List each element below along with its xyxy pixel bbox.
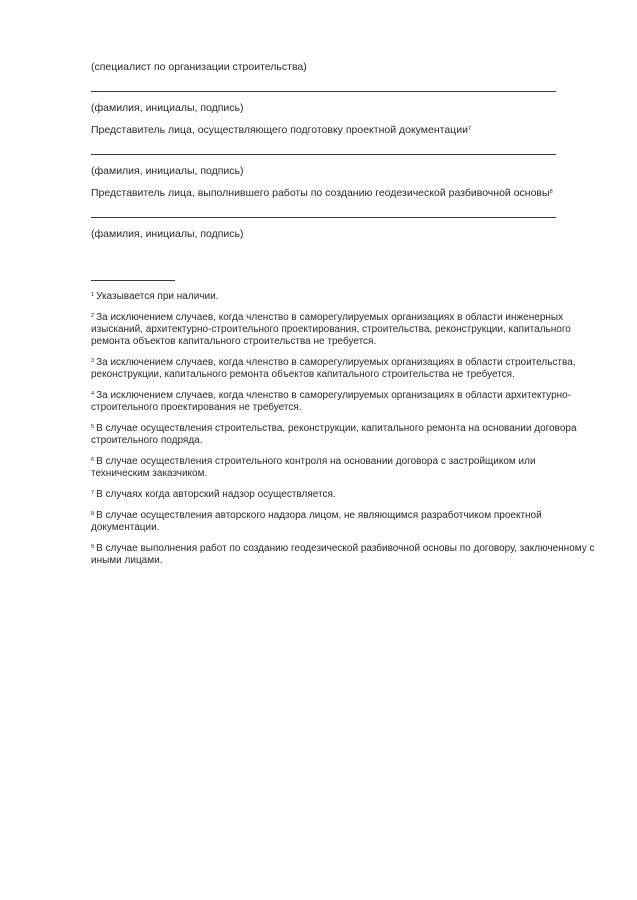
signature-line-3: [91, 217, 556, 218]
footnote-ref-8: 8: [549, 189, 553, 195]
footnote-item: [91, 390, 596, 414]
footnote-text: В случае осуществления строительного контроля на основании договора с застройщиком или техническим заказчиком.: [91, 456, 536, 479]
footnote-text: В случаях когда авторский надзор осуществляется.: [96, 489, 336, 500]
footnote-number: 3: [91, 358, 95, 364]
footnote-number: 7: [91, 490, 95, 496]
footnote-text: За исключением случаев, когда членство в саморегулируемых организациях в области строительства, реконструкции, капитального ремонта объектов капитального строительства не требуется.: [91, 357, 576, 380]
footnote-separator: [91, 280, 175, 281]
footnote-number: 1: [91, 292, 95, 298]
footnote-item: [91, 423, 596, 447]
project-representative-label: [91, 124, 471, 137]
signature-caption-3: (фамилия, инициалы, подпись): [91, 228, 244, 240]
signature-line-2: [91, 154, 556, 155]
footnote-text: В случае осуществления авторского надзора лицом, не являющимся разработчиком проектной документации.: [91, 510, 542, 533]
geodesy-representative-label: [91, 187, 553, 200]
footnote-number: 8: [91, 511, 95, 517]
footnotes-list: [91, 291, 596, 576]
footnote-number: 9: [91, 544, 95, 550]
footnote-item: [91, 510, 596, 534]
footnote-number: 6: [91, 457, 95, 463]
footnote-text: За исключением случаев, когда членство в саморегулируемых организациях в области инженерных изысканий, архитектурно-строительного проектирования, строительства, реконструкции, капитального ремонта объектов капитального строительства не требуется.: [91, 312, 571, 347]
footnote-item: [91, 489, 596, 501]
specialist-caption: (специалист по организации строительства): [91, 61, 307, 73]
footnote-number: 4: [91, 391, 95, 397]
footnote-item: [91, 312, 596, 348]
footnote-item: [91, 543, 596, 567]
footnote-item: [91, 357, 596, 381]
footnote-number: 2: [91, 313, 95, 319]
footnote-text: В случае осуществления строительства, реконструкции, капитального ремонта на основании договора строительного подряда.: [91, 423, 577, 446]
footnote-number: 5: [91, 424, 95, 430]
footnote-ref-7: 7: [467, 126, 471, 132]
footnote-item: [91, 291, 596, 303]
footnote-item: [91, 456, 596, 480]
project-representative-text: Представитель лица, осуществляющего подготовку проектной документации: [91, 124, 468, 136]
signature-caption-1: (фамилия, инициалы, подпись): [91, 102, 244, 114]
footnote-text: Указывается при наличии.: [96, 291, 219, 302]
signature-line-1: [91, 91, 556, 92]
footnote-text: В случае выполнения работ по созданию геодезической разбивочной основы по договору, заключенному с иными лицами.: [91, 543, 595, 566]
footnote-text: За исключением случаев, когда членство в саморегулируемых организациях в области архитектурно-строительного проектирования не требуется.: [91, 390, 572, 413]
geodesy-representative-text: Представитель лица, выполнившего работы по созданию геодезической разбивочной основы: [91, 187, 550, 199]
signature-caption-2: (фамилия, инициалы, подпись): [91, 165, 244, 177]
